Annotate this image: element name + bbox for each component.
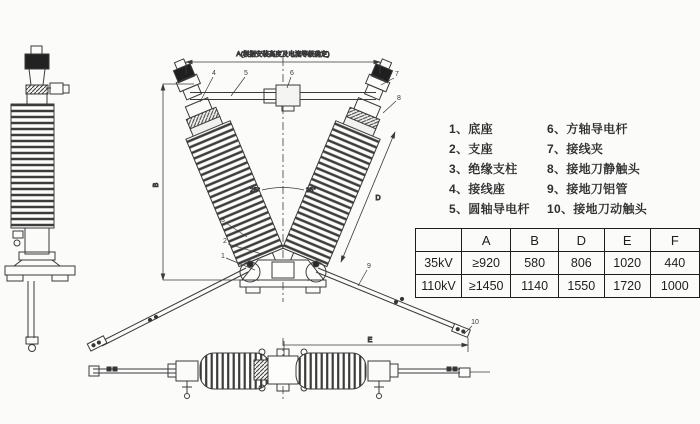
neck	[29, 69, 45, 85]
legend-item-2: 2、支座	[449, 142, 493, 156]
dimension-a-note: A(根据安装高度及电流等级确定)	[236, 51, 330, 58]
cell-e: 1020	[604, 252, 650, 275]
collar	[26, 85, 48, 94]
legend-column-1	[449, 119, 537, 219]
legend-item-6: 6、方轴导电杆	[547, 122, 628, 136]
callout-10: 10	[471, 319, 479, 326]
legend-item-8: 8、接地刀静触头	[547, 162, 641, 176]
header-a: A	[461, 229, 510, 252]
parts-legend	[449, 119, 679, 219]
right-rod-tip	[459, 368, 470, 377]
cell-f: 440	[650, 252, 699, 275]
callout-2: 2	[223, 238, 227, 245]
cell-e: 1720	[604, 275, 650, 298]
lower-housing	[25, 228, 49, 254]
upper-fitting	[27, 94, 47, 104]
dimension-spec-table	[415, 228, 700, 298]
main-front-view	[87, 49, 479, 351]
dimension-b-label: B	[153, 182, 160, 188]
row-label: 110kV	[416, 275, 462, 298]
left-terminal-clamp	[173, 64, 195, 83]
header-d: D	[558, 229, 604, 252]
cell-f: 1000	[650, 275, 699, 298]
dimension-e-label: E	[367, 337, 373, 344]
callout-3: 3	[221, 217, 225, 224]
left-rod-tip	[89, 366, 99, 376]
cell-b: 1140	[511, 275, 558, 298]
base-plate	[5, 266, 75, 275]
callout-7: 7	[395, 71, 399, 78]
angle-left-label: 25°	[250, 187, 260, 194]
cell-d: 1550	[558, 275, 604, 298]
bottom-plan-view	[89, 337, 490, 402]
table-row-110kv	[416, 275, 700, 298]
left-insulator	[186, 121, 284, 267]
left-coupling	[176, 361, 198, 381]
callout-6: 6	[290, 70, 294, 77]
right-horizontal-insulator	[296, 353, 366, 389]
rod-tip	[26, 337, 38, 344]
legend-item-9: 9、接地刀铝管	[547, 182, 628, 196]
legend-item-1: 1、底座	[449, 122, 493, 136]
dimension-d-label: D	[375, 195, 381, 202]
angle-right-label: 25°	[306, 187, 316, 194]
header-b: B	[511, 229, 558, 252]
left-earth-blade	[87, 268, 248, 351]
header-e: E	[604, 229, 650, 252]
callout-8: 8	[397, 95, 401, 102]
legend-column-2	[547, 119, 647, 219]
legend-item-10: 10、接地刀动触头	[547, 202, 648, 216]
side-elevation-view	[5, 46, 75, 352]
header-f: F	[650, 229, 699, 252]
legend-item-5: 5、圆轴导电杆	[449, 202, 530, 216]
cell-a: ≥920	[461, 252, 510, 275]
legend-item-7: 7、接线夹	[547, 142, 604, 156]
side-lever	[50, 83, 63, 94]
legend-item-4: 4、接线座	[449, 182, 506, 196]
cell-d: 806	[558, 252, 604, 275]
top-knob	[31, 46, 42, 54]
header-blank	[416, 229, 462, 252]
table-row-35kv	[416, 252, 700, 275]
table-header-row	[416, 229, 700, 252]
terminal-clamp	[25, 54, 49, 69]
callout-9: 9	[367, 263, 371, 270]
cell-a: ≥1450	[461, 275, 510, 298]
callout-5: 5	[244, 70, 248, 77]
square-conductor-block	[264, 85, 300, 111]
callout-4: 4	[212, 70, 216, 77]
callout-1: 1	[221, 253, 225, 260]
right-coupling	[368, 361, 390, 381]
cell-b: 580	[511, 252, 558, 275]
row-label: 35kV	[416, 252, 462, 275]
right-insulator	[283, 121, 381, 267]
insulator-column	[11, 104, 54, 228]
left-insulator-assembly	[157, 52, 291, 285]
legend-item-3: 3、绝缘支柱	[449, 162, 518, 176]
right-terminal-clamp	[371, 64, 393, 83]
